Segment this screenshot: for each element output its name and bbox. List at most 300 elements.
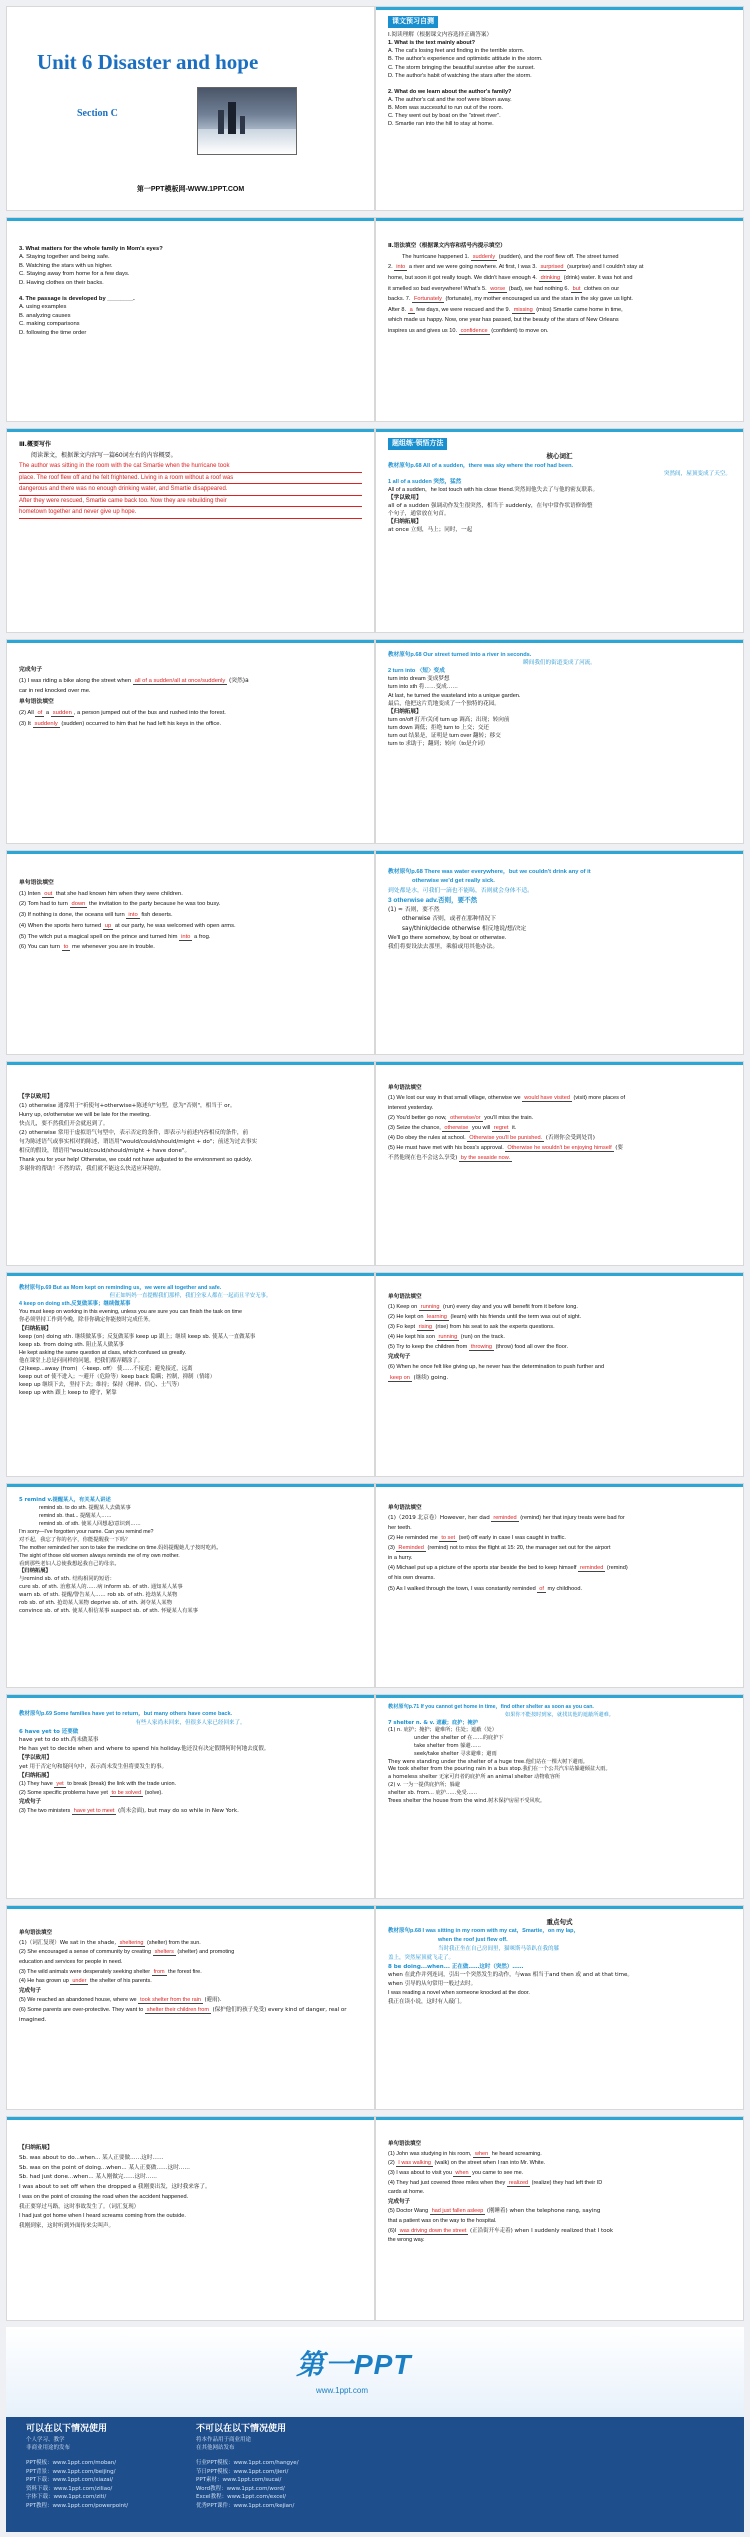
answer-blank: would have visited bbox=[524, 1095, 570, 1102]
allowed-title: 可以在以下情况使用 bbox=[26, 2424, 108, 2434]
question: 1. What is the text mainly about? bbox=[388, 40, 476, 47]
text-line bbox=[388, 1123, 731, 1133]
example: 我们将要设法去那里，乘船或用其他办法。 bbox=[388, 944, 499, 951]
option: A. The author's cat and the roof were blown away. bbox=[388, 96, 512, 103]
text-segment: (5) We reached an abandoned house, where we bbox=[19, 1997, 137, 2004]
slide-exercise-7 bbox=[375, 2116, 744, 2321]
text-line bbox=[19, 921, 362, 932]
text-segment: the invitation to the party because he was too busy. bbox=[88, 901, 221, 908]
text-segment: the shelter of his parents. bbox=[89, 1978, 152, 1985]
answer-blank: reminded bbox=[493, 1515, 517, 1522]
note: remind sb. of sth. 使某人回想起/意识到…… bbox=[39, 1520, 141, 1527]
text-segment: (4) He kept his son bbox=[388, 1334, 435, 1341]
text-segment: (5) As I walked through the town, I was constantly reminded bbox=[388, 1585, 536, 1592]
text-segment: at our party, he was welcomed with open arms. bbox=[114, 922, 236, 929]
slide-vocab-2 bbox=[375, 639, 744, 844]
text-segment: (继续) going. bbox=[413, 1374, 449, 1381]
ext-heading: 【归纳拓展】 bbox=[19, 2145, 53, 2151]
exercise-heading: 单句语法填空 bbox=[19, 1930, 53, 1936]
option: A. using examples bbox=[19, 304, 67, 311]
text-segment: (3) I was about to visit you bbox=[388, 2169, 452, 2176]
text-line bbox=[19, 932, 362, 943]
text-line: interest yesterday. bbox=[388, 1105, 434, 1112]
note: 相反的假设，谓语用"would/could/should/might + have done"。 bbox=[19, 1147, 191, 1154]
section-label: Section C bbox=[77, 108, 118, 119]
text-line bbox=[388, 284, 731, 295]
text-segment: 2. bbox=[388, 264, 393, 271]
question: 2. What do we learn about the author's family? bbox=[388, 88, 512, 95]
text-line bbox=[388, 252, 731, 263]
answer-blank: by the seaside now. bbox=[460, 1155, 511, 1162]
example: 我刚到家，这时听到外面传来尖叫声。 bbox=[19, 2223, 115, 2230]
text-segment: (throw) food all over the floor. bbox=[495, 1344, 569, 1351]
answer-blank: but bbox=[572, 285, 581, 292]
note: turn into sth 将……变成…… bbox=[388, 684, 458, 691]
site-logo: 第一PPT bbox=[296, 2349, 412, 2380]
note: otherwise 否则，或者在那种情况下 bbox=[402, 916, 496, 923]
text-segment: (3) The wild animals were desperately seeking shelter bbox=[19, 1968, 151, 1975]
text-line bbox=[388, 1373, 731, 1383]
textbook-sentence: 教材原句p.68 There was water everywhere，but we couldn't drink any of it bbox=[388, 869, 591, 875]
note: take shelter from 躲避…… bbox=[414, 1742, 481, 1749]
slide-exercise-6 bbox=[6, 1905, 375, 2110]
answer-blank: yet bbox=[56, 1781, 64, 1788]
answer-blank: rising bbox=[418, 1324, 432, 1331]
word-entry: 4 keep on doing sth.反复做某事；继续做某事 bbox=[19, 1301, 131, 1308]
note: convince sb. of sth. 使某人相信某事 suspect sb. of sth. 怀疑某人有某事 bbox=[19, 1608, 199, 1615]
textbook-sentence: 教材原句p.68 All of a sudden，there was sky where the roof had been. bbox=[388, 462, 574, 469]
textbook-sentence: when the roof just flew off. bbox=[438, 1937, 508, 1944]
task-heading: Ⅱ.语法填空（根据课文内容和括号内提示填空） bbox=[388, 243, 506, 249]
example: The sight of those old women always reminds me of my own mother. bbox=[19, 1552, 180, 1559]
text-segment: (5) Doctor Wang bbox=[388, 2208, 429, 2215]
text-segment: (2) bbox=[388, 2160, 395, 2167]
text-segment: it smelled so bad everywhere! What's 5. bbox=[388, 285, 487, 292]
translation: 盖上，突然屋顶就飞走了。 bbox=[388, 1954, 455, 1961]
exercise-heading: 完成句子 bbox=[388, 2198, 411, 2205]
summary-line: The author was sitting in the room with the cat Smartie when the hurricane took bbox=[19, 461, 362, 473]
answer-blank: when bbox=[455, 2169, 469, 2176]
text-segment: (2) Some specific problems have yet bbox=[19, 1790, 108, 1797]
text-line: education and services for people in need. bbox=[19, 1958, 123, 1965]
disallowed-item: 将本作品用于商业用途 bbox=[196, 2437, 252, 2443]
option: C. They went out by boat on the "street river". bbox=[388, 113, 501, 120]
text-segment: to break bbox=[67, 1781, 88, 1788]
answer-blank: was driving down the street bbox=[399, 2227, 467, 2234]
text-segment: (run) every day and you will benefit from it before long. bbox=[443, 1304, 578, 1311]
note: turn to 求助于；翻到；转向（to是介词） bbox=[388, 741, 489, 748]
text-segment: (remind) bbox=[606, 1565, 628, 1572]
note: Sb. was on the point of doing...when... 某人正要做……这时…… bbox=[19, 2164, 190, 2171]
link-list-1 bbox=[26, 2459, 128, 2510]
text-segment: After 8. bbox=[388, 306, 407, 313]
link[interactable]: PPT素材：www.1ppt.com/sucai/ bbox=[196, 2477, 282, 2484]
link[interactable]: PPT背景：www.1ppt.com/beijing/ bbox=[26, 2468, 116, 2475]
example: 对不起，我忘了你的名字，你能提醒我一下吗？ bbox=[19, 1536, 131, 1543]
example: 快点儿，要不然我们开会就迟到了。 bbox=[19, 1120, 109, 1127]
answer-blank: learning bbox=[427, 1314, 447, 1321]
slide-vocab-6 bbox=[6, 1694, 375, 1899]
text-segment: B. The author's experience and optimistic attitude in the storm. bbox=[388, 56, 543, 63]
text-segment: (run) on the track. bbox=[460, 1334, 505, 1341]
answer-blank: all of a sudden/all at once/suddenly bbox=[134, 677, 226, 684]
answer-blank: sudden bbox=[52, 709, 72, 716]
answer-blank: surprised bbox=[540, 264, 564, 271]
text-line: that a patient was on the way to the hospital. bbox=[388, 2218, 497, 2224]
text-line bbox=[19, 708, 362, 719]
link[interactable]: PPT教程：www.1ppt.com/powerpoint/ bbox=[26, 2502, 129, 2509]
text-segment: (1)（词汇复现）We sat in the shade, bbox=[19, 1939, 117, 1946]
question: 3. What matters for the whole family in Mom's eyes? bbox=[19, 246, 163, 252]
example: He kept asking the same question at class, which confused us greatly. bbox=[19, 1349, 187, 1356]
text-segment: (sudden) occurred to him that he had left his keys in the office. bbox=[61, 720, 222, 727]
translation: 有些人家尚未回来，但很多人家已经回来了。 bbox=[135, 1719, 246, 1726]
note: (1) ≈ 否则，要不然 bbox=[388, 907, 440, 914]
example: Thank you for your help! Otherwise, we could not have adjusted to the environment so quickly. bbox=[19, 1156, 253, 1163]
logo-area bbox=[6, 2327, 744, 2417]
link[interactable]: PPT下载：www.1ppt.com/xiazai/ bbox=[26, 2477, 114, 2484]
text-segment: fish deserts. bbox=[141, 912, 173, 919]
text-segment: (3) Fo kept bbox=[388, 1324, 416, 1331]
note: turn out 结果是，证明是 turn over 翻转；移交 bbox=[388, 733, 501, 740]
note: (2) otherwise 常用于虚拟语气句型中，表示否定的条件，即表示与前述内容相反的条件，前 bbox=[19, 1129, 249, 1136]
slide-sentence-pattern bbox=[375, 1905, 744, 2110]
slide-reading-1 bbox=[375, 6, 744, 211]
exercise-heading: 完成句子 bbox=[19, 1798, 42, 1805]
note: 个句子，通常放在句首。 bbox=[388, 511, 450, 518]
textbook-sentence: otherwise we'd get really sick. bbox=[412, 878, 495, 885]
text-line bbox=[388, 1312, 731, 1322]
answer-blank: suddenly bbox=[472, 253, 496, 260]
answer-blank: into bbox=[396, 264, 406, 271]
text-line bbox=[388, 1093, 731, 1103]
note: yet 用于否定句和疑问句中，表示尚未发生但将要发生的事。 bbox=[19, 1763, 168, 1770]
text-line bbox=[19, 1948, 362, 1958]
text-segment: home, but soon it got really tough. We didn't have enough 4. bbox=[388, 274, 537, 281]
answer-blank: missing bbox=[513, 306, 533, 313]
note: (2) v. 一为一提供庇护所；躲避 bbox=[388, 1781, 461, 1788]
text-line bbox=[19, 287, 362, 295]
link[interactable]: Excel教程：www.1ppt.com/excel/ bbox=[196, 2494, 287, 2501]
answer-blank: have yet to meet bbox=[73, 1807, 115, 1814]
answer-blank: suddenly bbox=[34, 720, 58, 727]
example: The mother reminded her son to take the medicine on time.妈妈提醒她儿子按时吃药。 bbox=[19, 1544, 222, 1551]
text-segment: (尚未会面), but may do so while in New York. bbox=[117, 1807, 239, 1814]
text-segment: (3) The two ministers bbox=[19, 1807, 71, 1814]
text-segment: (1) Inten bbox=[19, 890, 41, 897]
text-segment: (drink) water. It was hot and bbox=[563, 274, 633, 281]
text-segment: (remind) her that injury treats were bad for bbox=[520, 1515, 625, 1522]
answer-blank: confidence bbox=[460, 328, 488, 334]
text-line bbox=[388, 2207, 731, 2217]
answer-blank: realized bbox=[508, 2179, 529, 2186]
answer-blank: from bbox=[153, 1968, 165, 1975]
text-line bbox=[19, 910, 362, 921]
text-segment: (sudden), and the roof flew off. The street turned bbox=[498, 253, 619, 260]
text-line bbox=[388, 305, 731, 316]
example: 你必须坚持工作到今晚，除非你确定你能按时完成任务。 bbox=[19, 1317, 154, 1324]
task-heading: Ⅲ.概要写作 bbox=[19, 441, 51, 448]
text-line bbox=[19, 1789, 362, 1798]
link[interactable]: 行业PPT模板：www.1ppt.com/hangye/ bbox=[196, 2460, 299, 2466]
slide-vocab-7 bbox=[375, 1694, 744, 1899]
text-segment: (realize) they had left their ID bbox=[531, 2179, 603, 2186]
text-segment: (1) John was studying in his room, bbox=[388, 2150, 472, 2157]
text-line bbox=[388, 1533, 731, 1543]
example: Trees shelter the house from the wind.树木保护房屋不受风吹。 bbox=[388, 1797, 546, 1804]
answer-blank: down bbox=[71, 901, 86, 908]
note: turn down 调低；拒绝 turn to 上交；交还 bbox=[388, 724, 490, 731]
text-segment: 不然他现在也不会这么享受) bbox=[388, 1155, 458, 1162]
example: You must keep on working in this evening, unless you are sure you can finish the task on time bbox=[19, 1309, 243, 1316]
text-segment: (3) If nothing is done, the oceans will turn bbox=[19, 912, 125, 919]
answer-blank: when bbox=[475, 2150, 489, 2157]
text-segment: (surprise) and I couldn't stay at bbox=[567, 264, 644, 271]
option: D. Having clothes on their backs. bbox=[19, 279, 104, 286]
option-marked: D. Smartie ran into the hill to stay at home. bbox=[388, 121, 494, 128]
text-line bbox=[388, 294, 731, 305]
note: keep out of 使不进入；～避开（危险等）keep back 隐瞒；控制，抑制（情绪） bbox=[19, 1374, 216, 1381]
disaster-photo bbox=[197, 87, 297, 155]
note: remind sb. to do sth. 提醒某人去做某事 bbox=[39, 1504, 131, 1511]
text-line bbox=[19, 1807, 362, 1816]
exercise-heading: 单句语法填空 bbox=[19, 699, 54, 706]
text-segment: The hurricane happened 1. bbox=[402, 253, 470, 260]
text-segment: (4) They had just covered three miles when they bbox=[388, 2179, 506, 2186]
slide-exercise-3 bbox=[375, 1061, 744, 1266]
text-line bbox=[388, 2159, 731, 2169]
text-segment: (4) Michael put up a picture of the sports star beside the bed to keep himself bbox=[388, 1565, 577, 1572]
note: keep sb. from doing sth. 阻止某人做某事 bbox=[19, 1341, 124, 1348]
slide-reading-2 bbox=[6, 217, 375, 422]
text-segment: (bad), we had nothing 6. bbox=[508, 285, 570, 292]
slide-title bbox=[6, 6, 375, 211]
link[interactable]: Word教程：www.1ppt.com/word/ bbox=[196, 2485, 285, 2492]
text-segment: (2) She encouraged a sense of community by creating bbox=[19, 1949, 152, 1956]
summary-line: hometown together and never give up hope. bbox=[19, 507, 362, 519]
text-segment: (3) It bbox=[19, 720, 31, 727]
note: a homeless shelter 无家可归者的庇护所 an animal shelter 动物收容所 bbox=[388, 1774, 561, 1781]
text-segment: (3) Seize the chance, bbox=[388, 1125, 441, 1132]
translation: 到处都是水，可我们一滴也不能喝，否则就会身体不适。 bbox=[388, 887, 533, 894]
allowed-item: 非商业用途的发布 bbox=[26, 2445, 71, 2451]
text-line bbox=[388, 1563, 731, 1573]
slide-exercise-4 bbox=[375, 1272, 744, 1477]
slide-exercise-1 bbox=[6, 639, 375, 844]
exercise-heading: 单句语法填空 bbox=[388, 1505, 422, 1511]
answer-blank: to set bbox=[441, 1535, 455, 1542]
text-segment: (walk) on the street when I ran into Mr. White. bbox=[434, 2160, 546, 2167]
text-segment: you came to see me. bbox=[472, 2169, 524, 2176]
slide-vocab-3 bbox=[375, 850, 744, 1055]
translation: 当时我正坐在自己房间里，猫咪斯马蒂趴在我的膝 bbox=[438, 1945, 560, 1952]
example: I was about to set off when the dropped a 我刚要出发，这时我来客了。 bbox=[19, 2184, 211, 2191]
link[interactable]: 节日PPT模板：www.1ppt.com/jieri/ bbox=[196, 2468, 289, 2475]
word-entry: 6 have yet to 还要做 bbox=[19, 1728, 79, 1735]
link[interactable]: 字体下载：www.1ppt.com/ziti/ bbox=[26, 2494, 107, 2501]
slide-summary bbox=[6, 428, 375, 633]
ext-heading: 【归纳拓展】 bbox=[388, 708, 422, 715]
text-segment: it. bbox=[512, 1125, 517, 1132]
example: They were standing under the shelter of a huge tree.他们站在一棵大树下避雨。 bbox=[388, 1758, 588, 1765]
example: I was reading a novel when someone knocked at the door. bbox=[388, 1989, 530, 1996]
text-segment: (set) off early in case I was caught in traffic. bbox=[458, 1535, 566, 1542]
text-line bbox=[388, 1113, 731, 1123]
text-segment: (2) Tom had to turn bbox=[19, 901, 68, 908]
summary-line: dangerous and there was no enough drinking water, and Smartie disappeared. bbox=[19, 484, 362, 496]
textbook-sentence: 教材原句p.69 Some families have yet to return，but many others have come back. bbox=[19, 1711, 233, 1717]
text-segment: (5) The witch put a magical spell on the prince and turned him bbox=[19, 933, 178, 940]
footer-text: 第一PPT模板网-WWW.1PPT.COM bbox=[136, 186, 245, 193]
answer-blank: Reminded bbox=[398, 1545, 424, 1552]
link[interactable]: 优秀PPT课件：www.1ppt.com/kejian/ bbox=[196, 2502, 295, 2509]
word-entry: 5 remind v.提醒某人，有关某人讲述 bbox=[19, 1497, 111, 1503]
text-segment: (visit) more places of bbox=[573, 1095, 626, 1102]
text-segment: (避雨). bbox=[204, 1997, 222, 2004]
exercise-heading: 完成句子 bbox=[19, 1987, 42, 1994]
example: At last, he turned the wasteland into a unique garden. bbox=[388, 692, 521, 699]
text-segment: (突然)a bbox=[228, 677, 249, 684]
core-heading: 重点句式 bbox=[546, 1918, 573, 1926]
example: 多谢你的帮助！不然的话，我们就不能这么快适应环境的。 bbox=[19, 1165, 165, 1172]
note: say/think/decide otherwise 相反地说/想/决定 bbox=[402, 925, 527, 932]
text-line bbox=[388, 1302, 731, 1312]
ext-heading: 【归纳拓展】 bbox=[19, 1772, 53, 1779]
answer-blank: regret bbox=[493, 1125, 509, 1132]
text-line bbox=[388, 2179, 731, 2189]
note: remind sb. that... 提醒某人…… bbox=[39, 1512, 112, 1519]
note: keep up with 跟上 keep to 遵守，紧靠 bbox=[19, 1390, 117, 1397]
slide-exercise-2 bbox=[6, 850, 375, 1055]
learn-heading: 【学以致用】 bbox=[19, 1754, 53, 1761]
text-segment: (2) All bbox=[19, 709, 34, 716]
text-segment: a frog. bbox=[194, 933, 211, 940]
text-segment: (6)I bbox=[388, 2227, 397, 2234]
answer-blank: under bbox=[72, 1978, 87, 1985]
option: C. making comparisons bbox=[19, 321, 80, 328]
learn-heading: 【学以致用】 bbox=[388, 495, 422, 501]
exercise-heading: 单句语法填空 bbox=[388, 1085, 422, 1091]
word-entry: 1 all of a sudden 突然，猛然 bbox=[388, 478, 462, 485]
text-line bbox=[19, 899, 362, 910]
answer-blank: up bbox=[104, 922, 112, 929]
text-line bbox=[19, 719, 362, 730]
text-segment: he heard screaming. bbox=[491, 2150, 542, 2157]
text-segment: a river and we were going nowhere. At first, I was 3. bbox=[408, 264, 537, 271]
note: warn sb. of sth. 提醒/警告某人…… rob sb. of sth. 抢劫某人某物 bbox=[19, 1592, 178, 1599]
answer-blank: to be solved bbox=[111, 1790, 142, 1797]
answer-blank: Otherwise he wouldn't be enjoying himself bbox=[507, 1145, 612, 1152]
text-segment: (remind) not to miss the flight at 15: 20, the manager set out for the airport bbox=[427, 1545, 611, 1552]
slide-grammar-fill bbox=[375, 217, 744, 422]
text-segment: (5) He must have met with his boss's approval. bbox=[388, 1145, 504, 1152]
text-line bbox=[19, 2006, 362, 2025]
answer-blank: drinking bbox=[540, 274, 561, 281]
text-segment: (6) You can turn bbox=[19, 944, 60, 951]
option: C. The storm bringing the beautiful sunrise after the sunset. bbox=[388, 64, 535, 71]
answer-blank: to bbox=[63, 944, 69, 951]
slide-vocab-5 bbox=[6, 1483, 375, 1688]
ext-heading: 【归纳拓展】 bbox=[19, 1568, 51, 1575]
text-segment: (confident) to move on. bbox=[491, 328, 549, 334]
section-tag: 题组练·领悟方法 bbox=[388, 438, 447, 450]
text-segment: , a person jumped out of the bus and rushed into the forest. bbox=[73, 709, 226, 716]
slide-sentence-ext bbox=[6, 2116, 375, 2321]
option: B. analyzing causes bbox=[19, 312, 71, 319]
text-segment: (shelter) from the sun. bbox=[146, 1939, 201, 1946]
text-segment: (1) They have bbox=[19, 1781, 53, 1788]
ext-heading: 【归纳拓展】 bbox=[19, 1325, 52, 1332]
text-segment: (4) He has grown up bbox=[19, 1978, 69, 1985]
translation: 但正如妈妈一直提醒我们那样，我们全家人都在一起而且平安无事。 bbox=[109, 1293, 272, 1300]
text-segment: a bbox=[45, 709, 50, 716]
text-segment: inspires us and gives us 10. bbox=[388, 328, 458, 334]
example: 看到那些老妇人总使我想起我自己的母亲。 bbox=[19, 1560, 120, 1567]
site-url: www.1ppt.com bbox=[316, 2386, 369, 2395]
disallowed-item: 在其他网站发布 bbox=[196, 2445, 235, 2451]
example: All of a sudden，he lost touch with his close friend.突然间他失去了与他的密友联系。 bbox=[388, 486, 599, 493]
text-segment: (2) He kept on bbox=[388, 1314, 424, 1321]
text-line bbox=[388, 1584, 731, 1594]
answer-blank: shelters bbox=[154, 1949, 174, 1956]
note: turn into dream 变成梦想 bbox=[388, 676, 450, 683]
note: 与remind sb. of sth. 结构相同的短语： bbox=[19, 1576, 115, 1583]
text-line: in a hurry. bbox=[388, 1555, 413, 1562]
link[interactable]: 资料下载：www.1ppt.com/ziliao/ bbox=[26, 2485, 113, 2492]
note: Sb. had just done...when... 某人刚做完……这时…… bbox=[19, 2174, 157, 2181]
text-line bbox=[19, 676, 362, 687]
text-line: which made us happy. Now, one year has passed, but the beauty of the stars of New Orleans bbox=[388, 317, 619, 324]
text-line bbox=[19, 1996, 362, 2006]
text-segment: my childhood. bbox=[547, 1585, 583, 1592]
text-line bbox=[19, 1968, 362, 1978]
task-instruction: 阅读课文，根据课文内容写一篇60词左右的内容概要。 bbox=[31, 451, 177, 459]
note: (1) otherwise 通常用于"祈使句+otherwise+陈述句"句型，意为"否则"，相当于 or。 bbox=[19, 1102, 236, 1109]
answer-blank: throwing bbox=[470, 1344, 492, 1351]
word-entry: 7 shelter n. & v. 遮蔽；庇护；掩护 bbox=[388, 1719, 478, 1726]
text-line bbox=[388, 2150, 731, 2160]
answer-blank: reminded bbox=[580, 1565, 604, 1572]
translation: 突然间，屋顶变成了天空。 bbox=[663, 470, 731, 477]
example: I had just got home when I heard screams coming from the outside. bbox=[19, 2213, 186, 2220]
text-segment: (正沿街开车走着) when I suddenly realized that I took bbox=[469, 2227, 614, 2234]
text-segment: (1) I was riding a bike along the street when bbox=[19, 677, 132, 684]
text-line: the wrong way. bbox=[388, 2237, 425, 2244]
summary-line: place. The roof flew off and he felt frightened. Living in a room without a roof was bbox=[19, 473, 362, 485]
example: 他在课堂上总是问同样的问题，把我们都弄糊涂了。 bbox=[19, 1357, 143, 1364]
note: (2)keep...away (from) 〈-keep. off〉 使……不接近；避免接近，远离 bbox=[19, 1366, 193, 1373]
text-segment: (2) He reminded me bbox=[388, 1535, 438, 1542]
core-heading: 核心词汇 bbox=[546, 452, 573, 461]
answer-blank: running bbox=[420, 1304, 440, 1311]
answer-blank: Otherwise you'll be punished. bbox=[469, 1135, 543, 1142]
exercise-heading: 完成句子 bbox=[388, 1354, 411, 1361]
text-line bbox=[388, 1543, 731, 1553]
text-segment: clothes on our bbox=[584, 285, 620, 292]
answer-blank: sheltering bbox=[119, 1939, 144, 1946]
text-segment: (miss) Smartie came home in time, bbox=[536, 306, 623, 313]
text-segment: (fortunate), my mother encouraged us and the stars in the sky gave us light. bbox=[445, 296, 633, 303]
exercise-heading: 单句语法填空 bbox=[388, 2141, 422, 2147]
note: 句为陈述语气或事实相对的陈述，谓语用"would/could/should/might + do"；前述为过去事实 bbox=[19, 1138, 258, 1145]
note: have yet to do sth.尚未做某事 bbox=[19, 1737, 99, 1744]
note: under the shelter of 在……的庇护下 bbox=[414, 1735, 504, 1742]
answer-blank: a bbox=[409, 306, 413, 313]
answer-blank: Fortunately bbox=[413, 296, 442, 303]
word-entry: 8 be doing...when... 正在做……这时（突然）…… bbox=[388, 1963, 524, 1970]
link[interactable]: PPT模板：www.1ppt.com/moban/ bbox=[26, 2460, 117, 2466]
text-line bbox=[19, 942, 362, 953]
